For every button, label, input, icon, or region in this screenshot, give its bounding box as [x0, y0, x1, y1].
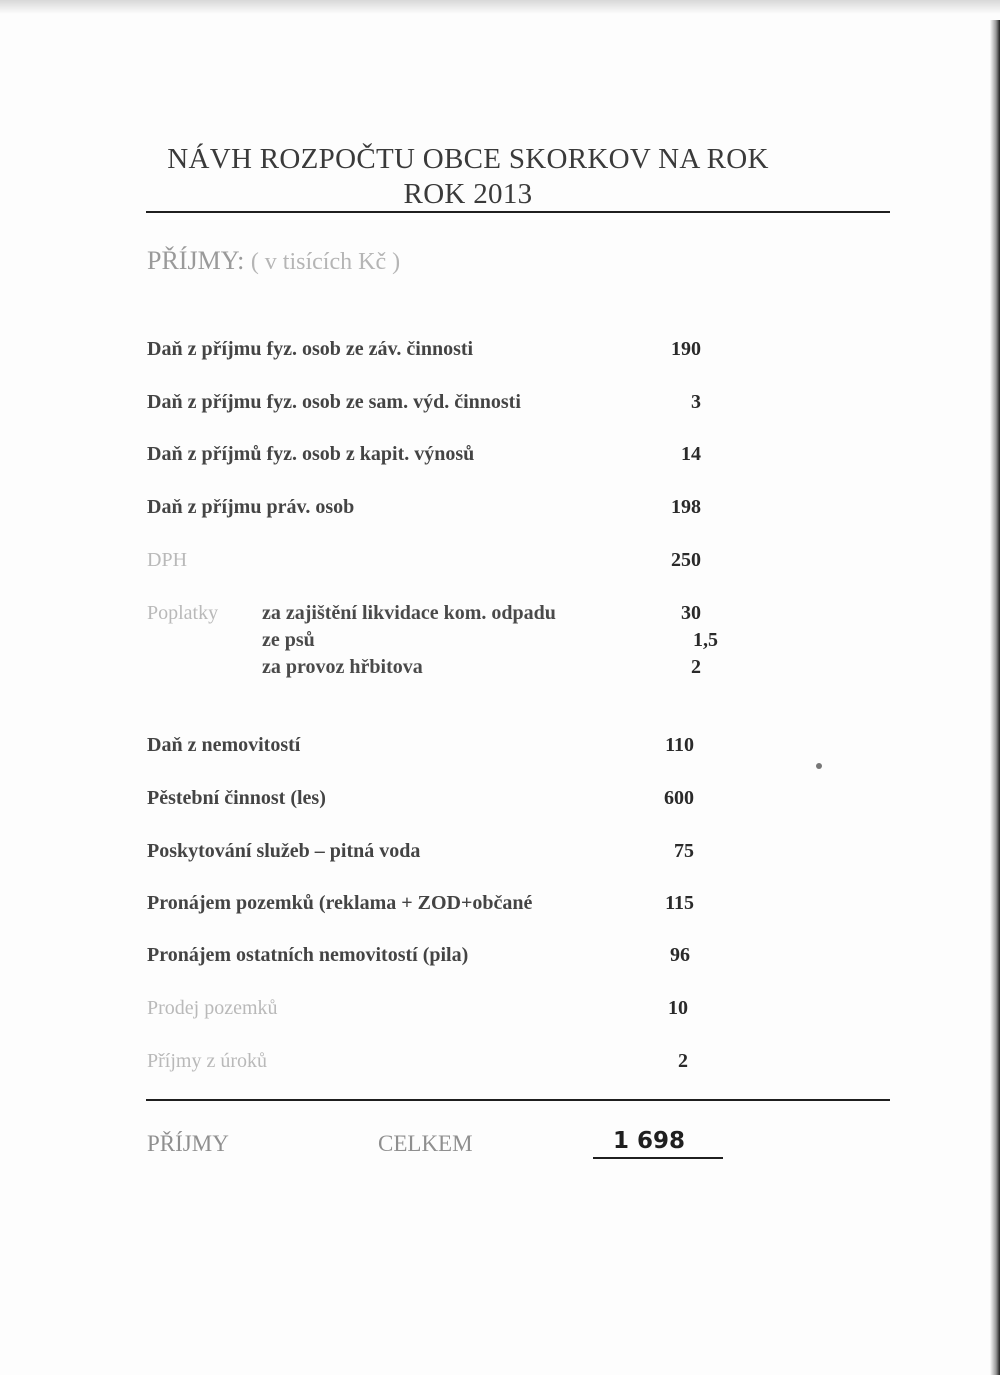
scan-speck [816, 763, 822, 769]
item-value: 10 [668, 997, 688, 1019]
item-label: Pěstební činnost (les) [147, 787, 326, 809]
bottom-divider [146, 1099, 890, 1101]
total-label: PŘÍJMY [147, 1131, 229, 1156]
item-label: Daň z příjmů fyz. osob z kapit. výnosů [147, 443, 475, 465]
item-label: Pronájem pozemků (reklama + ZOD+občané [147, 892, 533, 914]
total-celkem: CELKEM [378, 1131, 473, 1156]
total-underline [593, 1157, 723, 1159]
item-label: Pronájem ostatních nemovitostí (pila) [147, 944, 469, 966]
item-value: 14 [681, 443, 701, 465]
unit-note: ( v tisících Kč ) [250, 249, 401, 275]
item-value: 96 [670, 944, 690, 966]
fee-label: ze psů [262, 629, 315, 651]
item-value: 250 [671, 549, 701, 571]
fee-label: za provoz hřbitova [262, 656, 423, 678]
item-label: Příjmy z úroků [147, 1050, 267, 1072]
document-year: ROK 2013 [403, 178, 533, 210]
item-value: 115 [665, 892, 694, 914]
item-value: 600 [664, 787, 694, 809]
item-value: 110 [665, 734, 694, 756]
item-value: 3 [691, 391, 701, 413]
heading-text: PŘÍJMY: [147, 246, 245, 275]
section-heading [147, 246, 400, 276]
total-value: 1 698 [612, 1128, 685, 1154]
item-value: 198 [671, 496, 701, 518]
fee-value: 1,5 [693, 629, 718, 651]
item-label: Daň z příjmu fyz. osob ze záv. činnosti [147, 338, 474, 360]
fees-label: Poplatky [147, 602, 219, 624]
item-label: Prodej pozemků [147, 997, 278, 1019]
fee-value: 30 [681, 602, 701, 624]
fee-label: za zajištění likvidace kom. odpadu [262, 602, 556, 624]
document-title: NÁVH ROZPOČTU OBCE SKORKOV NA ROK [167, 143, 769, 175]
top-divider [146, 211, 890, 213]
item-value: 75 [674, 840, 694, 862]
item-label: Daň z příjmu práv. osob [147, 496, 355, 518]
item-label: Poskytování služeb – pitná voda [147, 840, 421, 862]
item-value: 2 [678, 1050, 688, 1072]
item-label: Daň z příjmu fyz. osob ze sam. výd. činnosti [147, 391, 521, 413]
scan-shadow-right [990, 20, 1000, 1375]
fee-value: 2 [691, 656, 701, 678]
scan-shadow-top [0, 0, 1000, 14]
item-label: DPH [147, 549, 188, 571]
item-value: 190 [671, 338, 701, 360]
item-label: Daň z nemovitostí [147, 734, 301, 756]
